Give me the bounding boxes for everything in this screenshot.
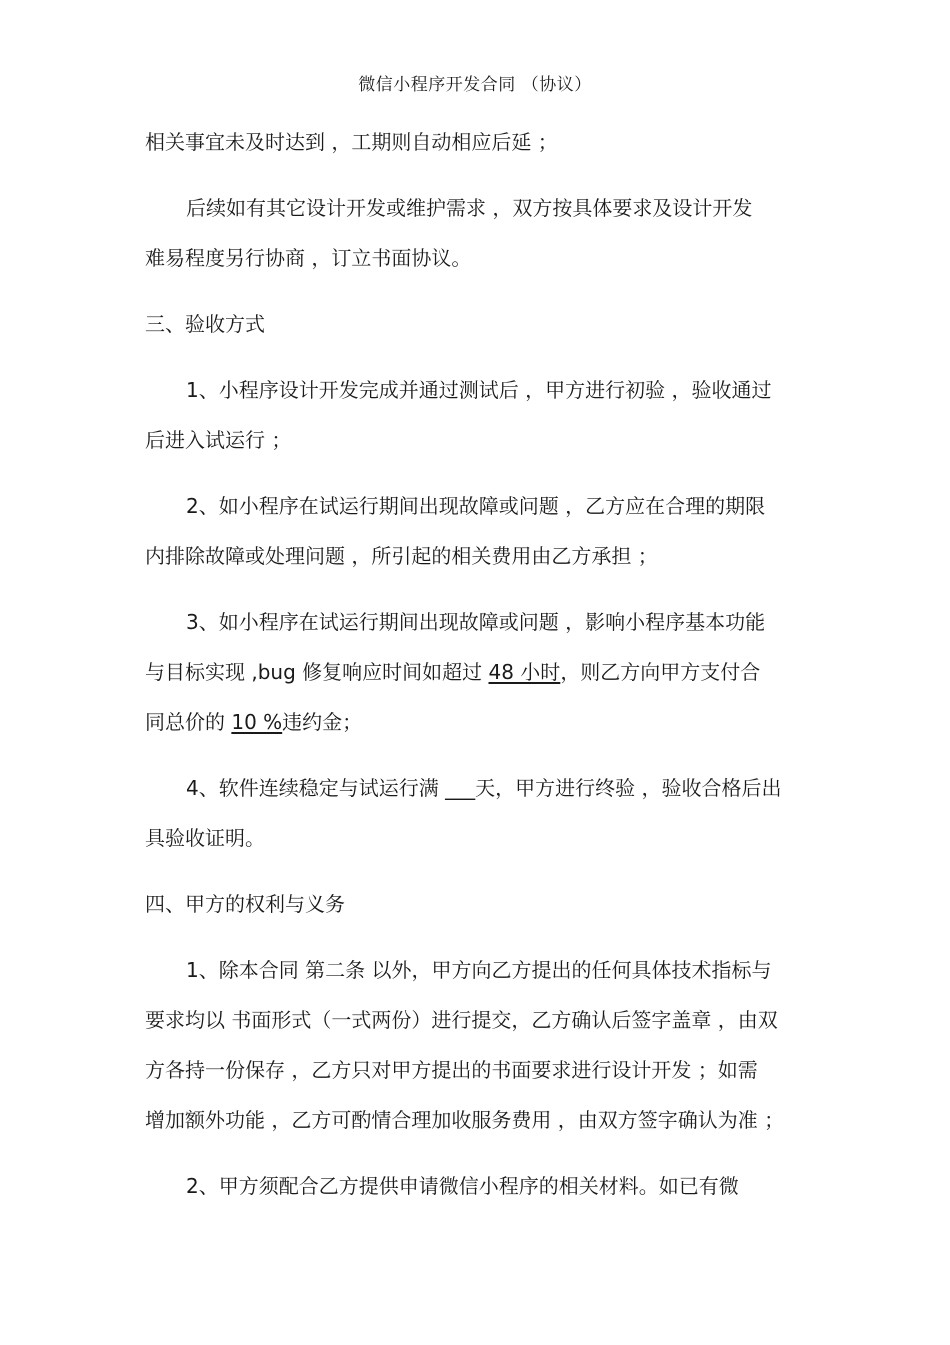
text-line: 要求均以 书面形式（一式两份）进行提交，乙方确认后签字盖章 ，由双 (145, 1008, 778, 1032)
text-line: 2、甲方须配合乙方提供申请微信小程序的相关材料。如已有微 (186, 1174, 739, 1198)
text-line (145, 707, 362, 737)
text-segment: 同总价的 (145, 710, 232, 734)
section-heading: 三、验收方式 (145, 312, 265, 336)
text-segment: 与目标实现 ,bug 修复响应时间如超过 (145, 660, 489, 684)
text-line: 3、如小程序在试运行期间出现故障或问题 ，影响小程序基本功能 (186, 610, 766, 634)
text-line: 后进入试运行 ； (145, 428, 292, 452)
text-line (145, 657, 760, 687)
text-line: 内排除故障或处理问题 ，所引起的相关费用由乙方承担 ； (145, 544, 658, 568)
page-header: 微信小程序开发合同 （协议） (358, 75, 592, 95)
text-line: 具验收证明。 (145, 826, 265, 850)
underlined-value: 48 小时 (488, 660, 561, 684)
underlined-value: 10 % (231, 710, 283, 734)
text-line: 2、如小程序在试运行期间出现故障或问题 ，乙方应在合理的期限 (186, 494, 766, 518)
text-line: 1、除本合同 第二条 以外，甲方向乙方提出的任何具体技术指标与 (186, 958, 772, 982)
text-segment: 违约金； (282, 710, 363, 734)
text-line: 难易程度另行协商 ，订立书面协议。 (145, 246, 472, 270)
text-line: 后续如有其它设计开发或维护需求 ，双方按具体要求及设计开发 (186, 196, 753, 220)
text-line: 1、小程序设计开发完成并通过测试后 ，甲方进行初验 ，验收通过 (186, 378, 772, 402)
text-line: 4、软件连续稳定与试运行满 ___天，甲方进行终验 ，验收合格后出 (186, 776, 782, 800)
text-line: 增加额外功能 ，乙方可酌情合理加收服务费用 ，由双方签字确认为准 ； (145, 1108, 785, 1132)
text-segment: ，则乙方向甲方支付合 (560, 660, 761, 684)
text-line: 方各持一份保存 ，乙方只对甲方提出的书面要求进行设计开发 ；如需 (145, 1058, 758, 1082)
text-line: 相关事宜未及时达到 ，工期则自动相应后延 ； (145, 130, 558, 154)
section-heading: 四、甲方的权利与义务 (145, 892, 345, 916)
